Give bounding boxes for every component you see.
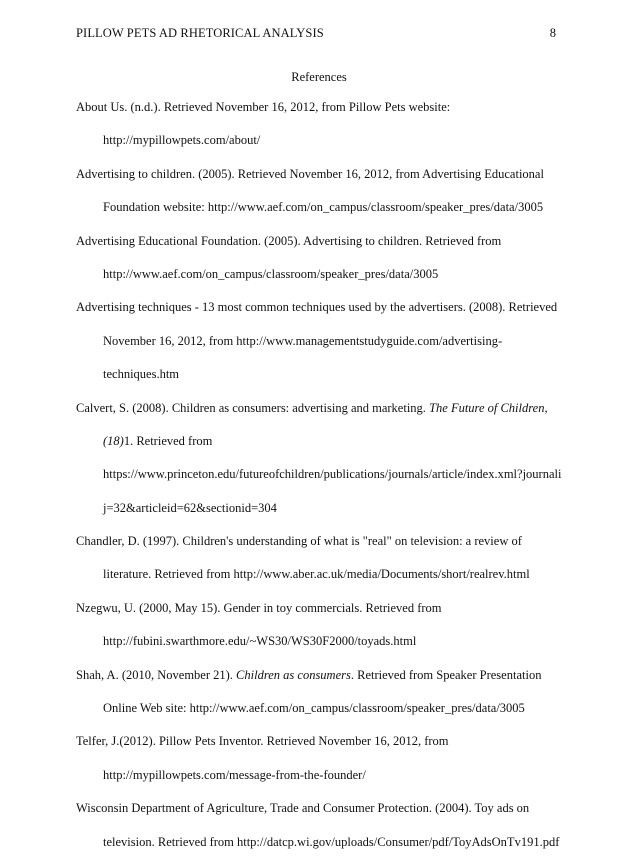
reference-line: literature. Retrieved from http://www.aber.ac.uk/media/Documents/short/realrev.html <box>103 567 530 582</box>
reference-line: http://mypillowpets.com/message-from-the-founder/ <box>103 767 366 782</box>
reference-text: Shah, A. (2010, November 21). <box>76 667 237 682</box>
reference-entry <box>76 599 571 666</box>
reference-entry <box>76 732 571 799</box>
reference-entry <box>76 98 571 165</box>
reference-line: Wisconsin Department of Agriculture, Trade and Consumer Protection. (2004). Toy ads on <box>76 801 530 816</box>
reference-text: . Retrieved from Speaker Presentation <box>350 667 542 682</box>
reference-entry <box>76 799 571 866</box>
journal-title: The Future of Children, <box>429 400 548 415</box>
reference-entry <box>76 399 571 533</box>
reference-entry <box>76 165 571 232</box>
reference-line <box>76 399 571 432</box>
reference-line: http://www.aef.com/on_campus/classroom/speaker_pres/data/3005 <box>103 266 439 281</box>
reference-line: techniques.htm <box>103 367 180 382</box>
work-title: Children as consumers <box>236 667 351 682</box>
reference-line: Telfer, J.(2012). Pillow Pets Inventor. Retrieved November 16, 2012, from <box>76 734 449 749</box>
reference-line: Online Web site: http://www.aef.com/on_campus/classroom/speaker_pres/data/3005 <box>103 701 525 716</box>
reference-line: http://mypillowpets.com/about/ <box>103 133 261 148</box>
reference-line: http://fubini.swarthmore.edu/~WS30/WS30F2000/toyads.html <box>103 634 417 649</box>
reference-line: About Us. (n.d.). Retrieved November 16, 2012, from Pillow Pets website: <box>76 100 451 114</box>
journal-issue: (18) <box>103 433 124 448</box>
running-head: PILLOW PETS AD RHETORICAL ANALYSIS <box>76 26 324 40</box>
reference-text: Calvert, S. (2008). Children as consumers: advertising and marketing. <box>76 400 430 415</box>
reference-line: Advertising techniques - 13 most common techniques used by the advertisers. (2008). Retrieved <box>76 300 558 315</box>
reference-line: Chandler, D. (1997). Children's understanding of what is "real" on television: a review of <box>76 534 522 549</box>
reference-line <box>76 666 571 699</box>
reference-entry <box>76 298 571 398</box>
reference-text: 1. Retrieved from <box>123 433 213 448</box>
reference-list <box>76 98 571 866</box>
reference-line <box>76 432 571 465</box>
reference-line: Advertising to children. (2005). Retrieved November 16, 2012, from Advertising Educational <box>76 166 544 181</box>
references-title: References <box>291 70 347 84</box>
reference-line: Foundation website: http://www.aef.com/on_campus/classroom/speaker_pres/data/3005 <box>103 200 544 215</box>
reference-entry <box>76 232 571 299</box>
reference-line: television. Retrieved from http://datcp.wi.gov/uploads/Consumer/pdf/ToyAdsOnTv191.pdf <box>103 834 560 849</box>
reference-line: j=32&articleid=62&sectionid=304 <box>103 500 277 515</box>
reference-line: Advertising Educational Foundation. (2005). Advertising to children. Retrieved from <box>76 233 502 248</box>
page-header <box>76 26 556 46</box>
reference-entry <box>76 666 571 733</box>
reference-line: November 16, 2012, from http://www.managementstudyguide.com/advertising- <box>103 333 503 348</box>
page-number: 8 <box>549 26 556 40</box>
reference-entry <box>76 532 571 599</box>
reference-line: https://www.princeton.edu/futureofchildren/publications/journals/article/index.xml?journali <box>103 467 562 482</box>
reference-line: Nzegwu, U. (2000, May 15). Gender in toy commercials. Retrieved from <box>76 600 442 615</box>
